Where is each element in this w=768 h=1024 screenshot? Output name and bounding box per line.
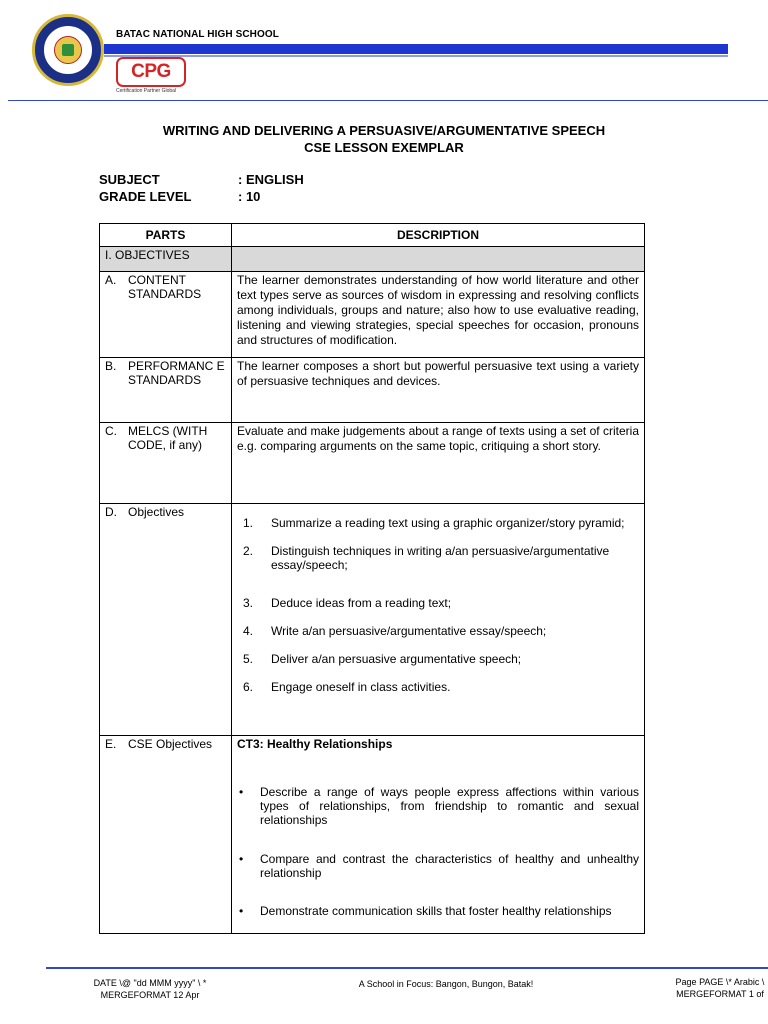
- list-text: Deduce ideas from a reading text;: [271, 596, 452, 610]
- objectives-row: [100, 504, 645, 736]
- list-item: [237, 785, 639, 827]
- melcs-part: [100, 423, 232, 504]
- objectives-part: [100, 504, 232, 736]
- grade-label: GRADE LEVEL: [99, 189, 192, 204]
- part-letter: B.: [105, 359, 117, 373]
- header-divider: [8, 100, 768, 101]
- performance-standards-part: [100, 358, 232, 423]
- header-blue-underline: [104, 55, 728, 57]
- list-number: 3.: [243, 596, 254, 610]
- cpg-logo-text: CPG: [131, 61, 171, 82]
- objectives-list: [237, 516, 639, 694]
- list-text: Deliver a/an persuasive argumentative speech;: [271, 652, 522, 666]
- list-text: Write a/an persuasive/argumentative essay/speech;: [271, 624, 547, 638]
- bullet-icon: •: [239, 852, 244, 866]
- table-header-row: [100, 224, 645, 247]
- header-blue-bar: [104, 44, 728, 54]
- objectives-list-cell: [232, 504, 645, 736]
- subject-label: SUBJECT: [99, 172, 160, 187]
- lesson-table: [99, 223, 645, 934]
- list-item: [237, 652, 639, 666]
- section-empty-cell: [232, 247, 645, 272]
- section-row: [100, 247, 645, 272]
- seal-emblem-icon: [62, 44, 74, 56]
- bullet-icon: •: [239, 785, 244, 799]
- list-text: Describe a range of ways people express affections within various types of relationships, from friendship to romantic and sexual relationships: [260, 785, 639, 827]
- list-text: Compare and contrast the characteristics of healthy and unhealthy relationship: [260, 852, 639, 880]
- list-number: 6.: [243, 680, 254, 694]
- list-item: [237, 516, 639, 530]
- cpg-subtitle: Certification Partner Global: [116, 88, 177, 94]
- seal-core: [54, 36, 82, 64]
- part-label: CSE Objectives: [128, 737, 213, 751]
- list-item: [237, 596, 639, 610]
- cpg-logo: [116, 57, 186, 87]
- grade-line: [99, 189, 261, 204]
- cse-cell: [232, 736, 645, 934]
- content-standards-row: [100, 272, 645, 358]
- cse-row: [100, 736, 645, 934]
- footer-page-field: [660, 976, 768, 1000]
- list-item: [237, 852, 639, 880]
- cse-heading: CT3: Healthy Relationships: [237, 737, 393, 751]
- section-objectives: I. OBJECTIVES: [100, 247, 232, 272]
- content-standards-part: [100, 272, 232, 358]
- header-parts: PARTS: [100, 224, 232, 247]
- performance-standards-text: The learner composes a short but powerful persuasive text using a variety of persuasive techniques and devices.: [232, 358, 645, 423]
- grade-value: : 10: [238, 189, 261, 204]
- footer-divider: [46, 967, 768, 969]
- part-letter: E.: [105, 737, 117, 751]
- footer-date-field: DATE \@ "dd MMM yyyy" \ * MERGEFORMAT 12 Apr: [93, 978, 207, 1000]
- part-label: Objectives: [128, 505, 185, 519]
- school-name: BATAC NATIONAL HIGH SCHOOL: [116, 29, 279, 40]
- melcs-text: Evaluate and make judgements about a range of texts using a set of criteria e.g. comparing arguments on the same topic, critiquing a short story.: [232, 423, 645, 504]
- part-label: CONTENT STANDARDS: [128, 273, 202, 301]
- list-text: Demonstrate communication skills that foster healthy relationships: [260, 904, 612, 918]
- list-text: Distinguish techniques in writing a/an persuasive/argumentative essay/speech;: [271, 544, 610, 572]
- part-letter: C.: [105, 424, 117, 438]
- list-item: [237, 544, 639, 572]
- performance-standards-row: [100, 358, 645, 423]
- subject-line: [99, 172, 304, 187]
- seal-ring: [42, 24, 94, 76]
- list-number: 1.: [243, 516, 254, 530]
- list-item: [237, 624, 639, 638]
- header-description: DESCRIPTION: [232, 224, 645, 247]
- list-item: [237, 680, 639, 694]
- part-letter: A.: [105, 273, 117, 287]
- part-label: MELCS (WITH CODE, if any): [128, 424, 208, 452]
- footer-page-line2: MERGEFORMAT 1 of: [676, 989, 764, 999]
- content-standards-text: The learner demonstrates understanding of how world literature and other text types serve as sources of wisdom in expressing and resolving conflicts among individuals, groups and nature; also how to use evaluative reading, listening and viewing strategies, special speeches for occasion, pronouns and structures of modification.: [232, 272, 645, 358]
- list-number: 2.: [243, 544, 254, 558]
- list-item: [237, 904, 639, 918]
- cse-list: [237, 785, 639, 918]
- footer-motto: A School in Focus: Bangon, Bungon, Batak!: [358, 979, 534, 989]
- subject-value: : ENGLISH: [238, 172, 304, 187]
- part-letter: D.: [105, 505, 117, 519]
- melcs-row: [100, 423, 645, 504]
- document-title: WRITING AND DELIVERING A PERSUASIVE/ARGUMENTATIVE SPEECH: [162, 123, 606, 138]
- part-label: PERFORMANC E STANDARDS: [128, 359, 225, 387]
- list-text: Summarize a reading text using a graphic organizer/story pyramid;: [271, 516, 625, 530]
- list-number: 4.: [243, 624, 254, 638]
- list-number: 5.: [243, 652, 254, 666]
- document-subtitle: CSE LESSON EXEMPLAR: [304, 140, 464, 155]
- footer-page-line1: Page PAGE \* Arabic \: [675, 977, 765, 987]
- school-seal-icon: [32, 14, 104, 86]
- bullet-icon: •: [239, 904, 244, 918]
- list-text: Engage oneself in class activities.: [271, 680, 451, 694]
- cse-part: [100, 736, 232, 934]
